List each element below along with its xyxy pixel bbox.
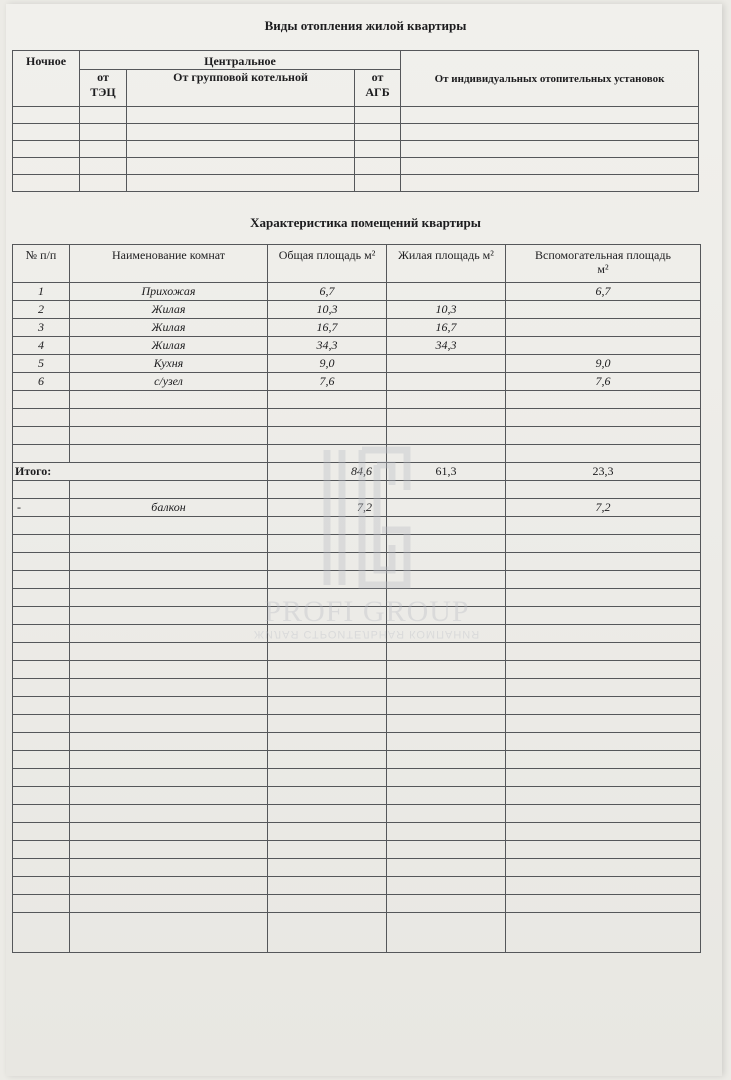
balcony-row — [13, 499, 701, 517]
balcony-total: 7,2 — [268, 499, 387, 517]
tec-header: от ТЭЦ — [80, 70, 127, 107]
watermark-subtitle: ЖИЛАЯ СТРОИТЕЛЬНАЯ КОМПАНИЯ — [253, 628, 481, 640]
table-row: 3 Жилая 16,7 16,7 — [13, 319, 701, 337]
total-area: 84,6 — [268, 463, 387, 481]
total-aux: 23,3 — [506, 463, 701, 481]
header-total: Общая площадь м² — [268, 245, 387, 283]
header-name: Наименование комнат — [70, 245, 268, 283]
individual-header: От индивидуальных отопительных установок — [401, 51, 699, 107]
watermark-name: PROFI GROUP — [264, 595, 470, 628]
table-row: 1 Прихожая 6,7 6,7 — [13, 283, 701, 301]
table-row: 4 Жилая 34,3 34,3 — [13, 337, 701, 355]
table-row: 5 Кухня 9,0 9,0 — [13, 355, 701, 373]
heating-title: Виды отопления жилой квартиры — [264, 18, 467, 33]
agb-header: от АГБ — [355, 70, 401, 107]
table-row: 6 с/узел 7,6 7,6 — [13, 373, 701, 391]
total-living: 61,3 — [387, 463, 506, 481]
rooms-table — [12, 244, 701, 953]
central-header: Центральное — [80, 51, 401, 70]
total-label: Итого: — [13, 463, 70, 481]
group-boiler-header: От групповой котельной — [127, 70, 355, 107]
table-row: 2 Жилая 10,3 10,3 — [13, 301, 701, 319]
header-num: № п/п — [13, 245, 70, 283]
balcony-num: - — [13, 499, 70, 517]
balcony-aux: 7,2 — [506, 499, 701, 517]
heating-table — [12, 50, 699, 192]
night-header: Ночное — [13, 51, 80, 107]
balcony-name: балкон — [70, 499, 268, 517]
header-aux: Вспомогательная площадь м² — [506, 245, 701, 283]
rooms-title: Характеристика помещений квартиры — [250, 215, 481, 230]
total-row — [13, 463, 701, 481]
header-living: Жилая площадь м² — [387, 245, 506, 283]
